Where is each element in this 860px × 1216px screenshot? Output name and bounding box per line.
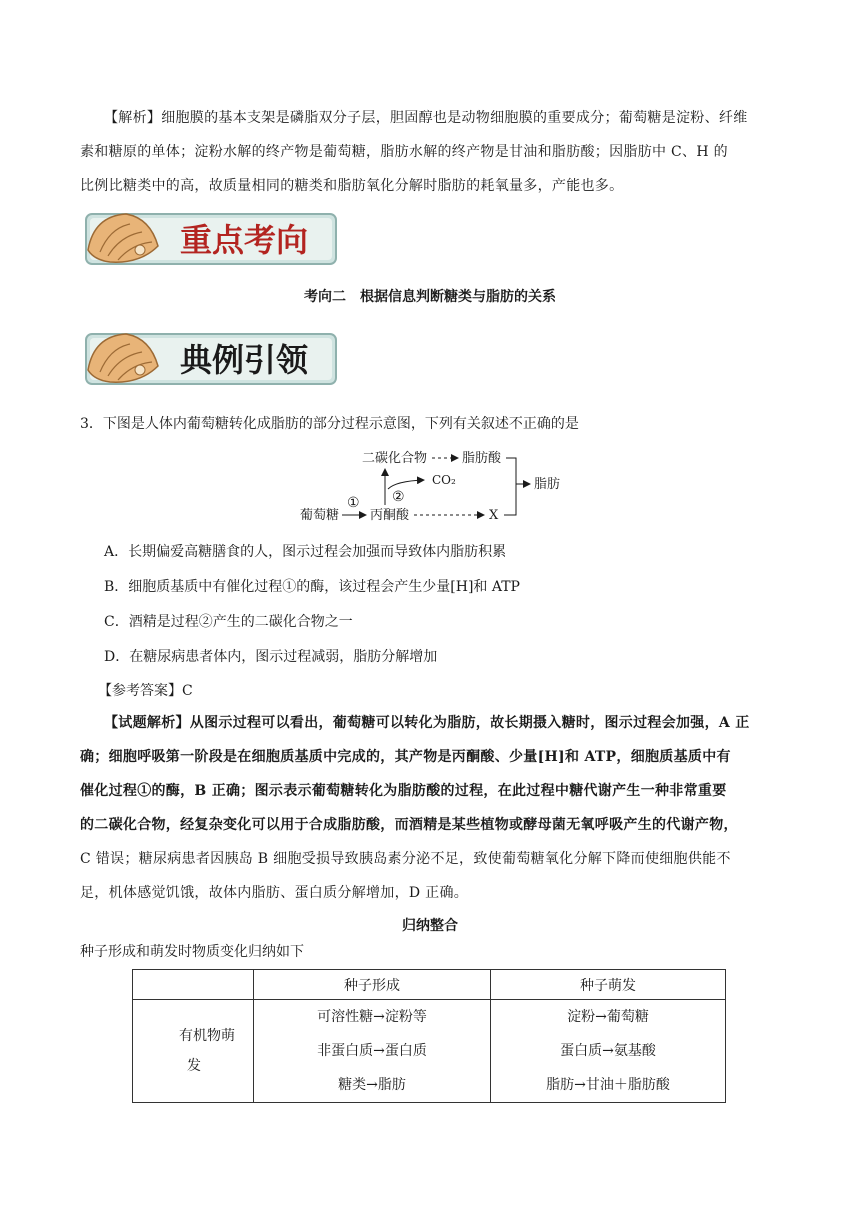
x-label: X	[489, 508, 499, 523]
analysis-line: 【解析】细胞膜的基本支架是磷脂双分子层，胆固醇也是动物细胞膜的重要成分；葡萄糖是淀粉、纤维	[104, 110, 748, 126]
explanation-line: 足，机体感觉饥饿，故体内脂肪、蛋白质分解增加，D 正确。	[80, 885, 469, 901]
summary-table	[132, 969, 726, 1103]
key-direction-banner	[80, 206, 342, 272]
banner-title: 重点考向	[180, 221, 309, 259]
option-a: A．长期偏爱高糖膳食的人，图示过程会加强而导致体内脂肪积累	[104, 544, 507, 560]
fatty-acid-label: 脂肪酸	[462, 451, 502, 466]
table-row	[133, 1000, 726, 1103]
table-header-row	[133, 970, 726, 1000]
formation-cell	[254, 1000, 491, 1103]
explanation-line: 催化过程①的酶，B 正确；图示表示葡萄糖转化为脂肪酸的过程，在此过程中糖代谢产生一种非常重要	[80, 783, 727, 799]
table-header-cell	[133, 970, 254, 1000]
co2-label: CO₂	[432, 473, 456, 487]
formation-item: 糖类→脂肪	[338, 1077, 406, 1093]
analysis-line: 比例比糖类中的高，故质量相同的糖类和脂肪氧化分解时脂肪的耗氧量多，产能也多。	[80, 178, 624, 194]
option-c: C．酒精是过程②产生的二碳化合物之一	[104, 614, 353, 630]
process-diagram	[296, 443, 576, 527]
step2-label: ②	[392, 489, 405, 505]
step1-label: ①	[347, 495, 360, 511]
example-banner	[80, 326, 342, 392]
explanation-line: C 错误；糖尿病患者因胰岛 B 细胞受损导致胰岛素分泌不足，致使葡萄糖氧化分解下降而使细胞供能不	[80, 851, 731, 867]
row-label	[133, 1000, 254, 1103]
explanation-line: 【试题解析】从图示过程可以看出，葡萄糖可以转化为脂肪，故长期摄入糖时，图示过程会加强，A 正	[104, 715, 750, 731]
row-label-line: 有机物萌	[179, 1028, 235, 1044]
option-d: D．在糖尿病患者体内，图示过程减弱，脂肪分解增加	[104, 649, 438, 665]
summary-intro: 种子形成和萌发时物质变化归纳如下	[80, 944, 304, 960]
glucose-label: 葡萄糖	[300, 508, 340, 523]
bracket	[504, 458, 516, 515]
formation-item: 可溶性糖→淀粉等	[317, 1009, 427, 1025]
section-title: 考向二 根据信息判断糖类与脂肪的关系	[304, 289, 556, 305]
explanation-line: 确；细胞呼吸第一阶段是在细胞质基质中完成的，其产物是丙酮酸、少量[H]和 ATP，细胞质基质中有	[80, 749, 731, 765]
germination-item: 脂肪→甘油＋脂肪酸	[546, 1077, 670, 1093]
germination-cell	[491, 1000, 726, 1103]
curve-arrow	[388, 480, 424, 489]
question-stem: 3．下图是人体内葡萄糖转化成脂肪的部分过程示意图，下列有关叙述不正确的是	[80, 416, 579, 432]
row-label-line: 发	[187, 1058, 201, 1074]
formation-item: 非蛋白质→蛋白质	[317, 1043, 427, 1059]
pyruvate-label: 丙酮酸	[370, 508, 410, 523]
option-b: B．细胞质基质中有催化过程①的酶，该过程会产生少量[H]和 ATP	[104, 579, 520, 595]
germination-item: 淀粉→葡萄糖	[567, 1009, 649, 1025]
germination-item: 蛋白质→氨基酸	[560, 1043, 656, 1059]
explanation	[80, 706, 824, 910]
two-carbon-label: 二碳化合物	[362, 451, 428, 466]
banner-title: 典例引领	[180, 341, 309, 379]
analysis-line: 素和糖原的单体；淀粉水解的终产物是葡萄糖，脂肪水解的终产物是甘油和脂肪酸；因脂肪中 C、H 的	[80, 144, 728, 160]
summary-heading: 归纳整合	[402, 918, 458, 934]
table-header-cell: 种子形成	[254, 970, 491, 1000]
answer: 【参考答案】C	[98, 683, 193, 699]
explanation-line: 的二碳化合物，经复杂变化可以用于合成脂肪酸，而酒精是某些植物或酵母菌无氧呼吸产生的代谢产物，	[80, 817, 738, 833]
fat-label: 脂肪	[534, 477, 561, 492]
analysis-paragraph	[80, 101, 804, 203]
table-header-cell: 种子萌发	[491, 970, 726, 1000]
